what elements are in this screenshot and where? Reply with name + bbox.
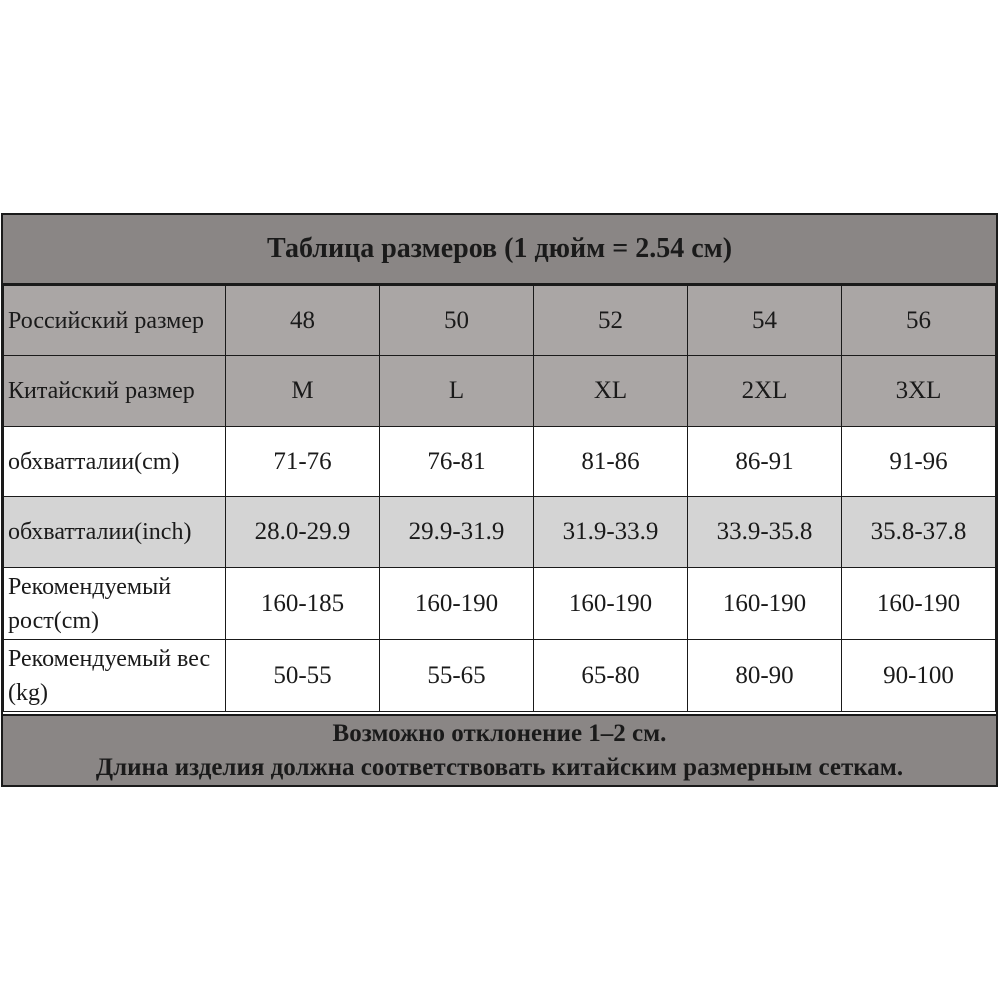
size-table — [3, 285, 996, 712]
cell: 50 — [380, 286, 534, 356]
cell: 35.8-37.8 — [842, 497, 996, 568]
row-label-height: Рекомендуемый рост(cm) — [4, 568, 226, 640]
footer-note-deviation: Возможно отклонение 1–2 см. — [332, 719, 667, 747]
table-row — [4, 640, 996, 712]
cell: 29.9-31.9 — [380, 497, 534, 568]
cell: L — [380, 356, 534, 427]
size-chart-title: Таблица размеров (1 дюйм = 2.54 см) — [3, 215, 996, 285]
size-chart-footer — [3, 714, 996, 785]
cell: 71-76 — [226, 427, 380, 497]
cell: 52 — [534, 286, 688, 356]
row-label-russian-size: Российский размер — [4, 286, 226, 356]
table-row — [4, 286, 996, 356]
cell: 56 — [842, 286, 996, 356]
row-label-chinese-size: Китайский размер — [4, 356, 226, 427]
cell: 81-86 — [534, 427, 688, 497]
row-label-weight: Рекомендуемый вес (kg) — [4, 640, 226, 712]
cell: 160-190 — [842, 568, 996, 640]
cell: 160-190 — [534, 568, 688, 640]
cell: 160-190 — [688, 568, 842, 640]
table-row — [4, 497, 996, 568]
cell: 31.9-33.9 — [534, 497, 688, 568]
cell: 80-90 — [688, 640, 842, 712]
cell: XL — [534, 356, 688, 427]
cell: 55-65 — [380, 640, 534, 712]
cell: 65-80 — [534, 640, 688, 712]
cell: 54 — [688, 286, 842, 356]
table-row — [4, 568, 996, 640]
cell: 76-81 — [380, 427, 534, 497]
cell: 90-100 — [842, 640, 996, 712]
row-label-waist-cm: обхватталии(cm) — [4, 427, 226, 497]
table-row — [4, 356, 996, 427]
cell: M — [226, 356, 380, 427]
cell: 3XL — [842, 356, 996, 427]
cell: 48 — [226, 286, 380, 356]
row-label-waist-inch: обхватталии(inch) — [4, 497, 226, 568]
cell: 160-190 — [380, 568, 534, 640]
cell: 160-185 — [226, 568, 380, 640]
cell: 86-91 — [688, 427, 842, 497]
table-row — [4, 427, 996, 497]
cell: 33.9-35.8 — [688, 497, 842, 568]
footer-note-length: Длина изделия должна соответствовать китайским размерным сеткам. — [95, 753, 904, 781]
cell: 28.0-29.9 — [226, 497, 380, 568]
size-chart — [1, 213, 998, 787]
cell: 2XL — [688, 356, 842, 427]
cell: 91-96 — [842, 427, 996, 497]
cell: 50-55 — [226, 640, 380, 712]
